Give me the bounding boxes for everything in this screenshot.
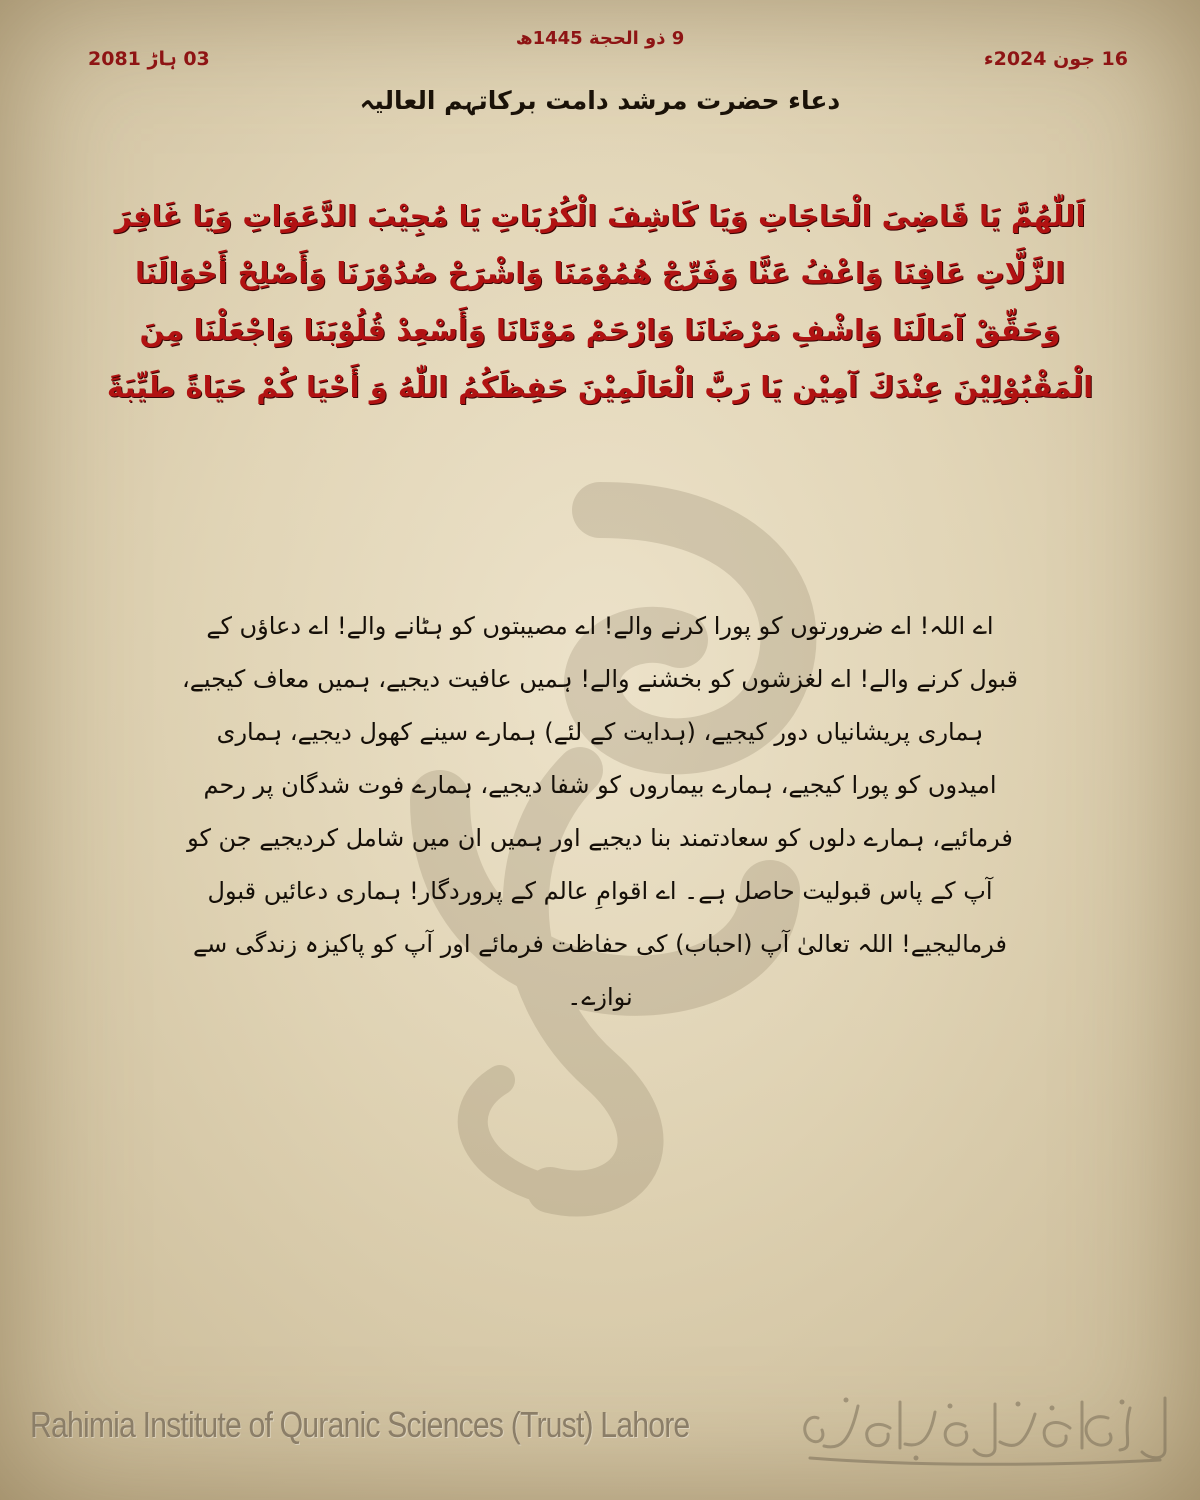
institute-name-english: Rahimia Institute of Quranic Sciences (Trust) Lahore — [30, 1404, 690, 1445]
page-title: دعاء حضرت مرشد دامت برکاتہم العالیہ — [359, 86, 841, 115]
institute-calligraphy-logo — [790, 1388, 1175, 1470]
hijri-date: 9 ذو الحجة 1445ھ — [515, 28, 685, 49]
gregorian-date: 16 جون 2024ء — [983, 48, 1128, 70]
bikrami-date: 03 ہاڑ 2081 — [88, 48, 210, 70]
urdu-translation: اے اللہ! اے ضرورتوں کو پورا کرنے والے! اے مصیبتوں کو ہٹانے والے! اے دعاؤں کے قبول کرنے والے! اے لغزشوں کو بخشنے والے! ہمیں عافیت دیجیے، ہمیں معاف کیجیے، ہماری پریشانیاں دور کیجیے، (ہدایت کے لئے) ہمارے سینے کھول دیجیے، ہماری امیدوں کو پورا کیجیے، ہمارے بیماروں کو شفا دیجیے، ہمارے فوت شدگان پر رحم فرمائیے، ہمارے دلوں کو سعادتمند بنا دیجیے اور ہمیں ان میں شامل کردیجیے جن کو آپ کے پاس قبولیت حاصل ہے۔ اے اقوامِ عالم کے پروردگار! ہماری دعائیں قبول فرمالیجیے! اللہ تعالیٰ آپ (احباب) کی حفاظت فرمائے اور آپ کو پاکیزہ زندگی سے نوازے۔ — [182, 612, 1018, 1011]
arabic-supplication: اَللّٰھُمَّ يَا قَاضِیَ الْحَاجَاتِ وَیَا کَاشِفَ الْکُرُبَاتِ یَا مُجِیْبَ الدَّعَوَاتِ وَیَا غَافِرَ الزَّلَّاتِ عَافِنَا وَاعْفُ عَنَّا وَفَرِّجْ ھُمُوْمَنَا وَاشْرَحْ صُدُوْرَنَا وَأَصْلِحْ أَحْوَالَنَا وَحَقِّقْ آمَالَنَا وَاشْفِ مَرْضَانَا وَارْحَمْ مَوْتَانَا وَأَسْعِدْ قُلُوْبَنَا وَاجْعَلْنَا مِنَ الْمَقْبُوْلِیْنَ عِنْدَكَ آمِیْن یَا رَبَّ الْعَالَمِیْنَ حَفِظَکُمُ اللّٰهُ وَ أَحْیَا کُمْ حَیَاةً طَیِّبَةً — [106, 199, 1094, 404]
